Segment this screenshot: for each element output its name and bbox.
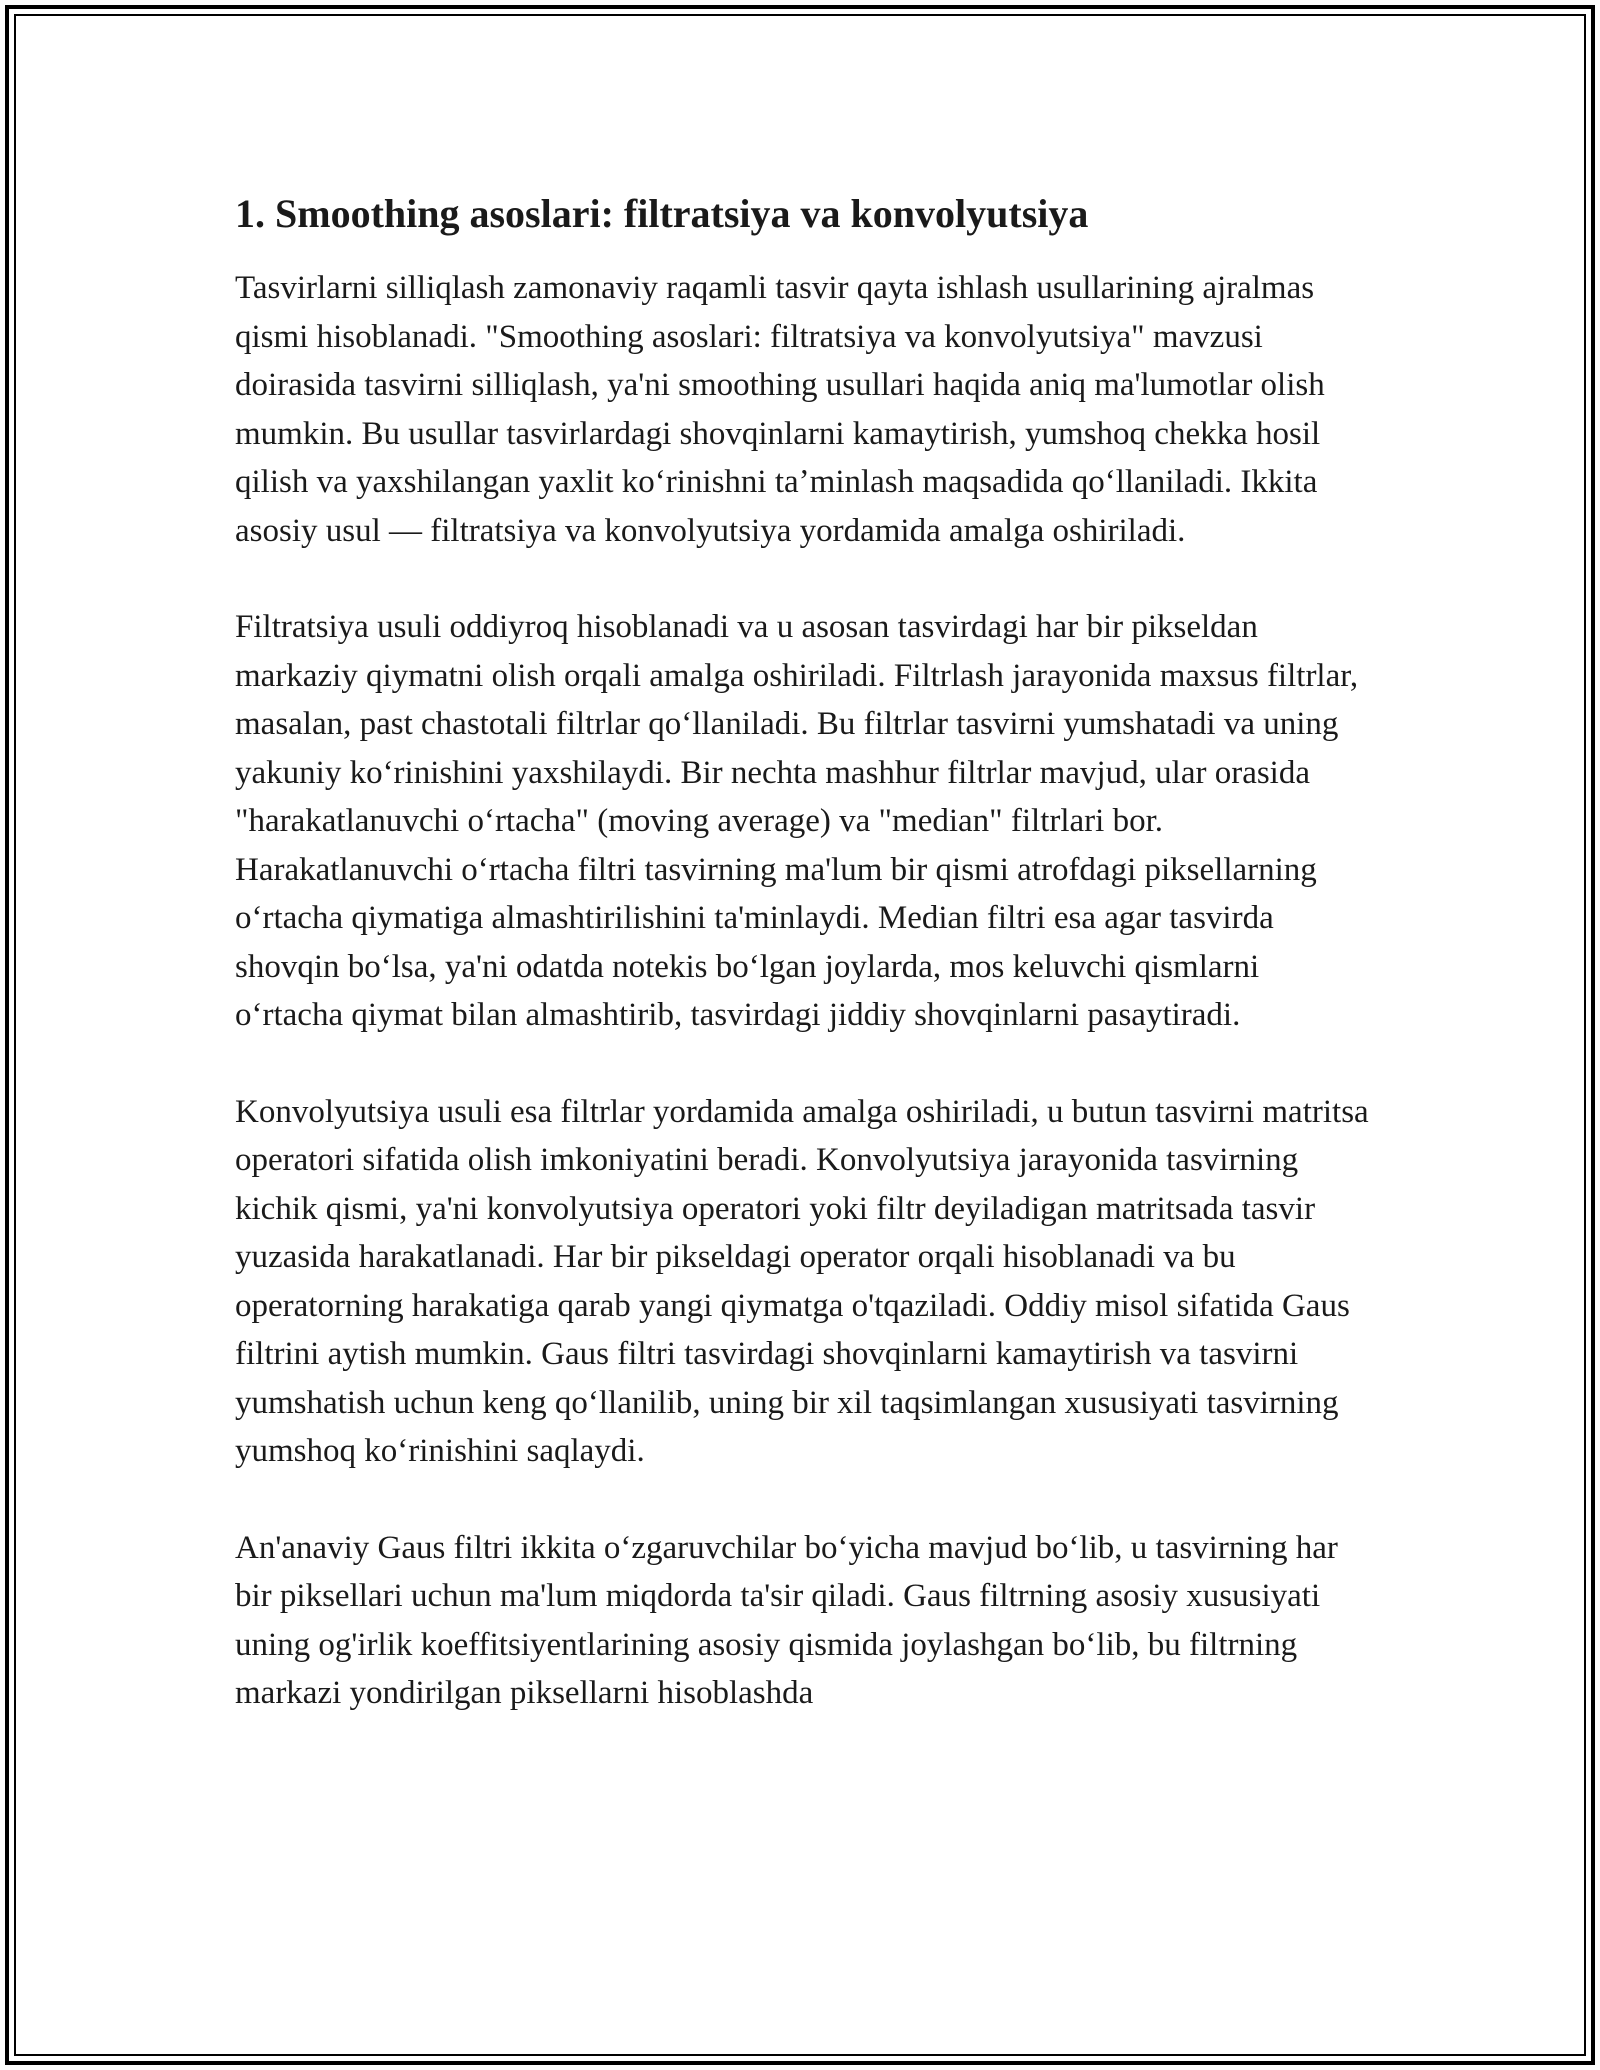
section-heading: 1. Smoothing asoslari: filtratsiya va konvolyutsiya [235, 191, 1089, 236]
paragraph-2: Filtratsiya usuli oddiyroq hisoblanadi va u asosan tasvirdagi har bir pikseldan markaziy qiymatni olish orqali amalga oshiriladi. Filtrlash jarayonida maxsus filtrlar, masalan, past chastotali filtrlar qoʻllaniladi. Bu filtrlar tasvirni yumshatadi va uning yakuniy koʻrinishini yaxshilaydi. Bir nechta mashhur filtrlar mavjud, ular orasida "harakatlanuvchi oʻrtacha" (moving average) va "median" filtrlari bor. Harakatlanuvchi oʻrtacha filtri tasvirning ma'lum bir qismi atrofdagi piksellarning oʻrtacha qiymatiga almashtirilishini ta'minlaydi. Median filtri esa agar tasvirda shovqin boʻlsa, ya'ni odatda notekis boʻlgan joylarda, mos keluvchi qismlarni oʻrtacha qiymat bilan almashtirib, tasvirdagi jiddiy shovqinlarni pasaytiradi. [235, 609, 1359, 1033]
paragraph-4: An'anaviy Gaus filtri ikkita oʻzgaruvchilar boʻyicha mavjud boʻlib, u tasvirning har bir piksellari uchun ma'lum miqdorda ta'sir qiladi. Gaus filtrning asosiy xususiyati uning og'irlik koeffitsiyentlarining asosiy qismida joylashgan boʻlib, bu filtrning markazi yondirilgan piksellarni hisoblashda [235, 1529, 1338, 1711]
paragraph-1: Tasvirlarni silliqlash zamonaviy raqamli tasvir qayta ishlash usullarining ajralmas qismi hisoblanadi. "Smoothing asoslari: filtratsiya va konvolyutsiya" mavzusi doirasida tasvirni silliqlash, ya'ni smoothing usullari haqida aniq ma'lumotlar olish mumkin. Bu usullar tasvirlardagi shovqinlarni kamaytirish, yumshoq chekka hosil qilish va yaxshilangan yaxlit koʻrinishni taʼminlash maqsadida qoʻllaniladi. Ikkita asosiy usul — filtratsiya va konvolyutsiya yordamida amalga oshiriladi. [235, 270, 1325, 549]
document-body [235, 186, 1375, 1766]
paragraph-3: Konvolyutsiya usuli esa filtrlar yordamida amalga oshiriladi, u butun tasvirni matritsa operatori sifatida olish imkoniyatini beradi. Konvolyutsiya jarayonida tasvirning kichik qismi, ya'ni konvolyutsiya operatori yoki filtr deyiladigan matritsada tasvir yuzasida harakatlanadi. Har bir pikseldagi operator orqali hisoblanadi va bu operatorning harakatiga qarab yangi qiymatga o'tqaziladi. Oddiy misol sifatida Gaus filtrini aytish mumkin. Gaus filtri tasvirdagi shovqinlarni kamaytirish va tasvirni yumshatish uchun keng qoʻllanilib, uning bir xil taqsimlangan xususiyati tasvirning yumshoq koʻrinishini saqlaydi. [235, 1093, 1369, 1469]
